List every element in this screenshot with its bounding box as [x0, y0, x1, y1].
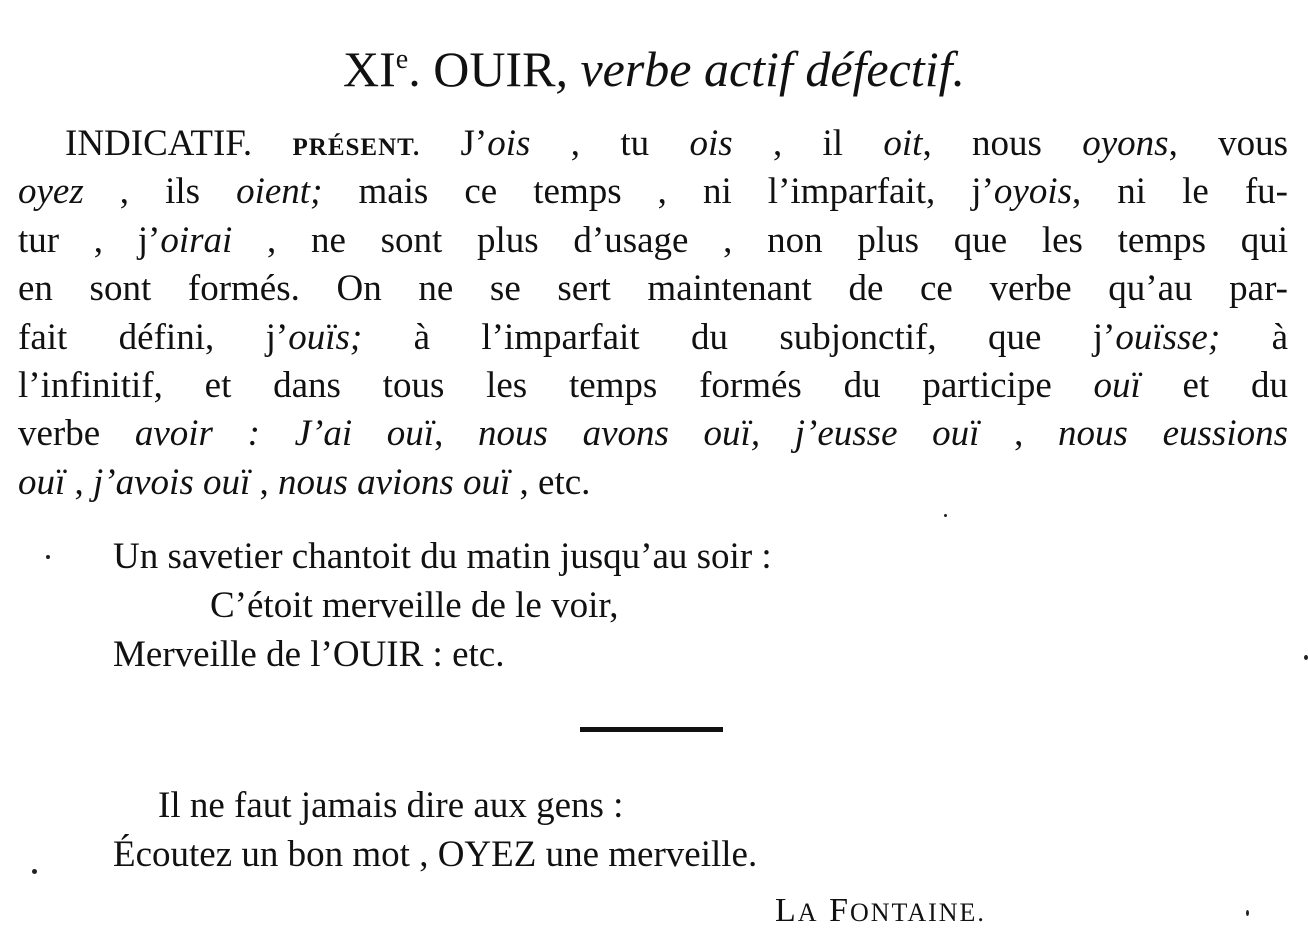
paragraph-text: ,	[250, 461, 279, 503]
heading-description: , verbe actif défectif.	[555, 41, 965, 97]
mood-label: INDICATIF.	[65, 123, 253, 164]
paragraph-text: , il	[732, 123, 884, 164]
verse-line: Écoutez un bon mot , OYEZ une merveille.	[113, 834, 758, 875]
print-speck	[944, 514, 947, 517]
section-divider	[580, 727, 723, 732]
paragraph-line	[18, 314, 1288, 362]
author-smallcaps: ONTAINE.	[849, 898, 986, 927]
verb-form: ouïs;	[288, 316, 363, 358]
verb-form: oyois	[993, 171, 1072, 213]
paragraph-text: , tu	[530, 123, 690, 164]
conjugation-paragraph	[18, 120, 1288, 507]
paragraph-line	[18, 459, 1288, 507]
paragraph-text: , vous	[1168, 123, 1289, 164]
paragraph-line	[18, 168, 1288, 216]
paragraph-line	[18, 362, 1288, 410]
paragraph-text: fait défini, j’	[18, 316, 289, 358]
print-speck	[1304, 655, 1308, 660]
verb-form: ouï	[18, 461, 66, 503]
paragraph-line	[18, 265, 1288, 313]
verb-form: avoir : J’ai ouï	[134, 413, 435, 455]
paragraph-line	[18, 410, 1288, 458]
print-speck	[46, 555, 50, 559]
verse-line: C’étoit merveille de le voir,	[210, 585, 619, 626]
author-attribution	[775, 889, 986, 935]
section-heading	[0, 30, 1308, 99]
tense-label: PRÉSENT.	[292, 134, 421, 161]
paragraph-text: , ne sont plus d’usage , non plus que les temps qui	[232, 219, 1289, 261]
paragraph-text: , etc.	[510, 461, 591, 503]
verse-line: Merveille de l’OUIR : etc.	[113, 634, 505, 675]
paragraph-text: J’	[460, 123, 488, 164]
author-initial: L	[775, 892, 798, 929]
paragraph-text: verbe	[18, 413, 135, 455]
paragraph-text: l’infinitif, et dans tous les temps formés du participe	[18, 364, 1094, 406]
verb-form: oient;	[236, 171, 323, 213]
paragraph-text: , ils	[83, 171, 237, 213]
verb-form: ouï	[1093, 364, 1141, 406]
verse-quotation-one	[113, 532, 772, 679]
verb-form: j’avois ouï	[93, 461, 251, 503]
paragraph-text: ,	[979, 413, 1059, 455]
paragraph-text: en sont formés. On ne se sert maintenant de ce verbe qu’au par-	[18, 268, 1288, 310]
author-smallcaps: A	[797, 898, 819, 927]
verb-form: ouïsse;	[1115, 316, 1221, 358]
heading-numeral: XI	[343, 41, 396, 97]
verb-form: nous avons ouï, j’eusse ouï	[478, 413, 980, 455]
verb-form: ois	[689, 123, 733, 164]
verb-form: oyez	[18, 171, 84, 213]
paragraph-text: tur , j’	[18, 219, 161, 261]
paragraph-line	[18, 217, 1288, 265]
paragraph-text: à l’imparfait du subjonctif, que j’	[362, 316, 1116, 358]
print-speck	[1246, 910, 1249, 916]
heading-word: . OUIR	[408, 41, 556, 97]
author-initial: F	[829, 892, 850, 929]
verb-form: ois	[487, 123, 531, 164]
paragraph-text: à	[1220, 316, 1288, 358]
heading-superscript: e	[395, 44, 409, 75]
print-speck	[32, 869, 37, 874]
paragraph-text: ,	[434, 413, 478, 455]
paragraph-line	[18, 120, 1288, 168]
verb-form: oit	[883, 123, 923, 164]
paragraph-text: , nous	[922, 123, 1083, 164]
verb-form: oirai	[160, 219, 233, 261]
verse-line: Il ne faut jamais dire aux gens :	[158, 785, 624, 826]
verse-quotation-two	[113, 781, 757, 879]
verb-form: nous avions ouï	[278, 461, 511, 503]
paragraph-text: , ni le fu-	[1072, 171, 1288, 213]
verb-form: oyons	[1082, 123, 1169, 164]
verse-line: Un savetier chantoit du matin jusqu’au soir :	[113, 536, 772, 577]
verb-form: nous eussions	[1058, 413, 1289, 455]
paragraph-text: et du	[1140, 364, 1289, 406]
paragraph-text: ,	[65, 461, 94, 503]
paragraph-text: mais ce temps , ni l’imparfait, j’	[322, 171, 994, 213]
